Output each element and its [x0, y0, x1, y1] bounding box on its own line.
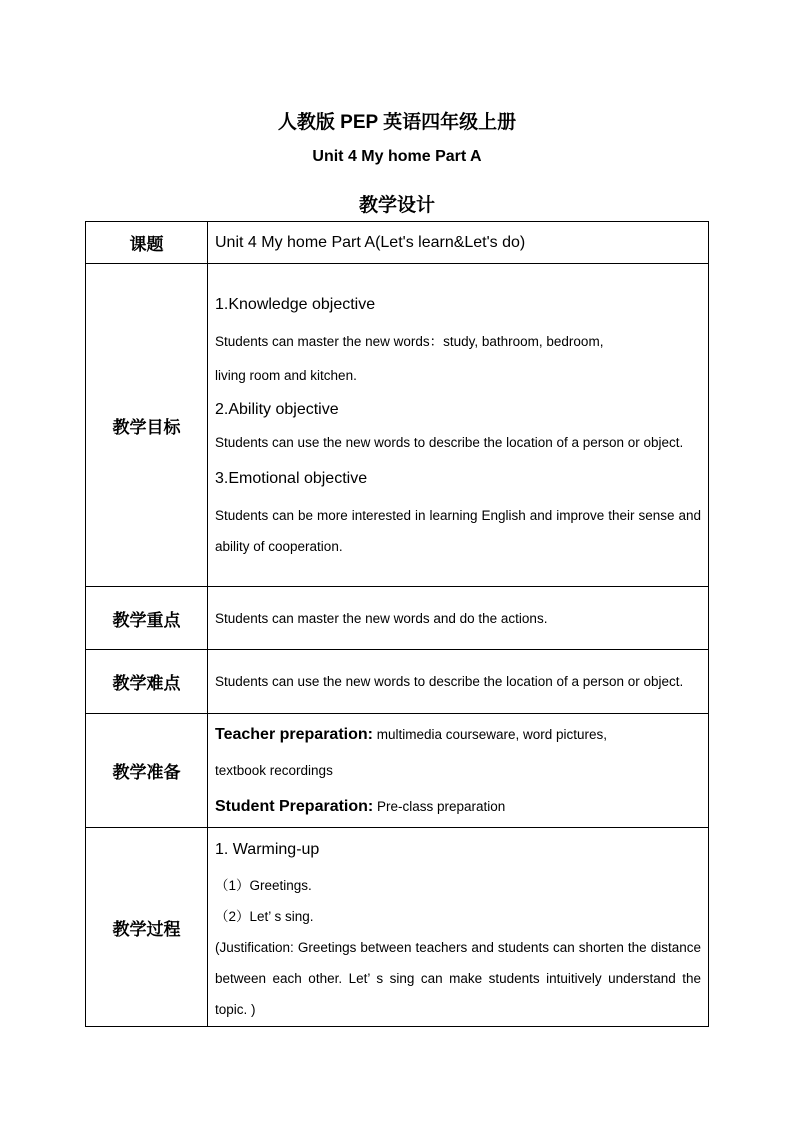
document-title: 人教版 PEP 英语四年级上册: [277, 112, 517, 133]
key-points-text: Students can master the new words and do the actions.: [215, 610, 548, 626]
student-preparation-label: Student Preparation:: [215, 797, 374, 815]
difficulties-text: Students can use the new words to describe the location of a person or object.: [215, 674, 684, 689]
topic-value: Unit 4 My home Part A(Let's learn&Let's do): [215, 233, 526, 251]
teacher-preparation-label: Teacher preparation:: [215, 725, 373, 743]
student-preparation: [215, 789, 701, 825]
teacher-preparation-text: multimedia courseware, word pictures,: [372, 726, 608, 742]
objectives-cell: [208, 264, 709, 587]
row-objectives: [86, 264, 709, 587]
row-topic: [86, 222, 709, 264]
ability-objective-text: Students can use the new words to describe the location of a person or object.: [215, 434, 684, 450]
label-topic: 课题: [86, 222, 208, 264]
document-subtitle: Unit 4 My home Part A: [312, 148, 482, 165]
row-preparation: [86, 714, 709, 828]
key-points-cell: [208, 587, 709, 650]
emotional-objective-title: 3.Emotional objective: [215, 469, 368, 487]
teacher-preparation: [215, 717, 701, 753]
lesson-plan-table: [85, 221, 709, 1027]
ability-objective-title: 2.Ability objective: [215, 400, 339, 418]
label-preparation: 教学准备: [86, 714, 208, 828]
knowledge-objective-line1: Students can master the new words：study, bathroom, bedroom,: [215, 333, 604, 349]
topic-value-cell: [208, 222, 709, 264]
row-process: [86, 828, 709, 1027]
process-item-sing: （2）Let’ s sing.: [215, 908, 314, 924]
process-item-greetings: （1）Greetings.: [215, 877, 312, 893]
teacher-preparation-text-line2: textbook recordings: [215, 762, 333, 778]
process-cell: [208, 828, 709, 1027]
difficulties-cell: [208, 650, 709, 714]
label-process: 教学过程: [86, 828, 208, 1027]
student-preparation-text: Pre-class preparation: [373, 798, 506, 814]
preparation-cell: [208, 714, 709, 828]
emotional-objective-text: Students can be more interested in learning English and improve their sense and ability of cooperation.: [215, 507, 701, 554]
process-justification: (Justification: Greetings between teachers and students can shorten the distance between each other. Let’ s sing can make students intuitively understand the topic. ): [215, 939, 701, 1017]
warming-up-title: 1. Warming-up: [215, 840, 320, 858]
label-objectives: 教学目标: [86, 264, 208, 587]
label-difficulties: 教学难点: [86, 650, 208, 714]
row-difficulties: [86, 650, 709, 714]
knowledge-objective-line2: living room and kitchen.: [215, 367, 357, 383]
knowledge-objective-title: 1.Knowledge objective: [215, 295, 376, 313]
label-key-points: 教学重点: [86, 587, 208, 650]
document-heading: 教学设计: [358, 195, 435, 216]
row-key-points: [86, 587, 709, 650]
